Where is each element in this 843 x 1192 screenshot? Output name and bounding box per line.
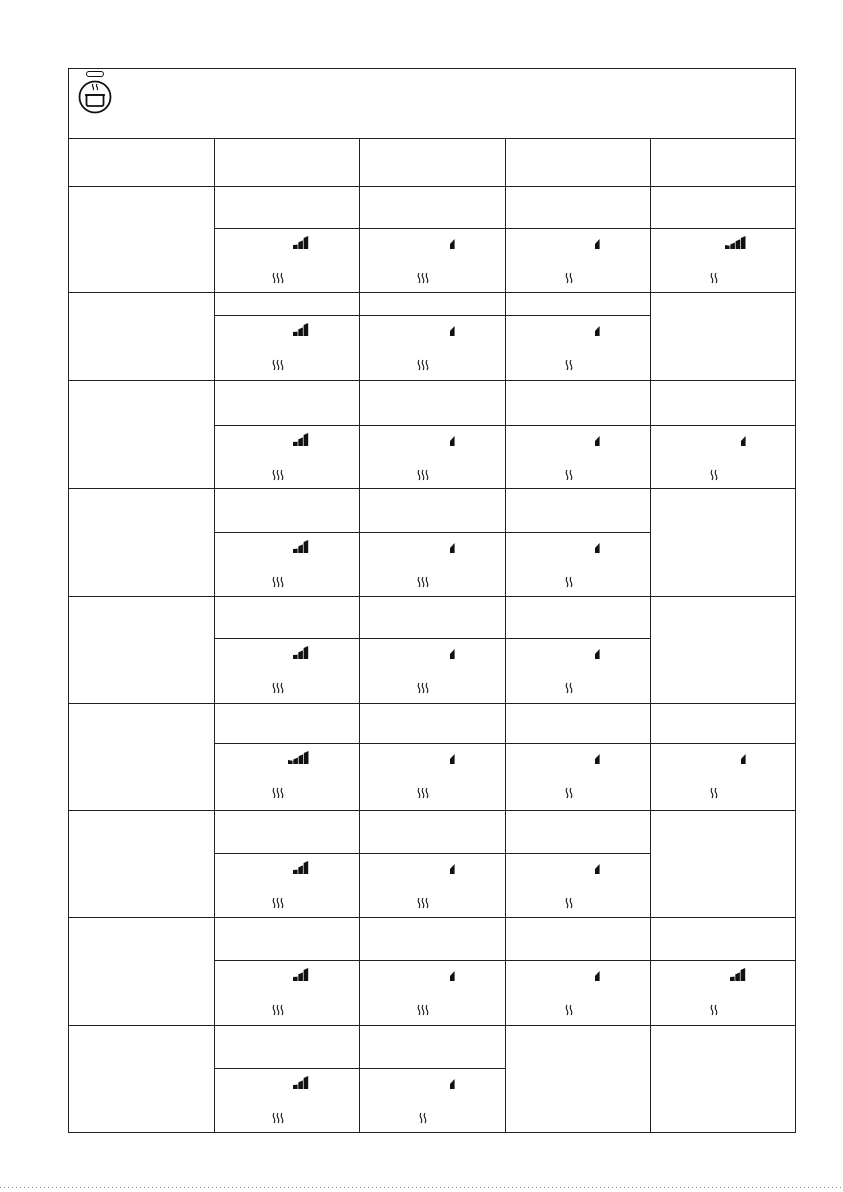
power-level-icon xyxy=(293,236,309,250)
setting-cell xyxy=(214,186,359,292)
power-level-icon xyxy=(595,751,600,765)
power-level-icon xyxy=(293,968,309,982)
power-level-icon xyxy=(595,861,600,875)
cell-divider xyxy=(650,425,796,426)
power-level-icon xyxy=(450,433,455,447)
setting-cell xyxy=(359,186,505,292)
power-level-icon xyxy=(293,323,309,337)
cell-divider xyxy=(359,228,505,229)
cell-divider xyxy=(359,638,505,639)
power-level-icon xyxy=(725,236,746,250)
power-level-icon xyxy=(293,646,309,660)
bottom-edge-dots xyxy=(0,1186,843,1189)
setting-cell xyxy=(359,292,505,380)
cell-divider xyxy=(359,960,505,961)
cell-divider xyxy=(214,853,359,854)
steam-level-icon xyxy=(269,576,285,588)
steam-level-icon xyxy=(560,469,576,481)
setting-cell xyxy=(214,703,359,810)
steam-level-icon xyxy=(414,897,430,909)
cell-divider xyxy=(505,638,650,639)
cell-divider xyxy=(214,1068,359,1069)
setting-cell xyxy=(650,703,796,810)
setting-cell xyxy=(359,917,505,1025)
cell-divider xyxy=(359,743,505,744)
header-divider xyxy=(68,138,796,139)
cell-divider xyxy=(505,960,650,961)
power-level-icon xyxy=(450,540,455,554)
cell-divider xyxy=(359,532,505,533)
power-level-icon xyxy=(450,1076,455,1090)
cell-divider xyxy=(214,425,359,426)
empty-cell xyxy=(650,1025,796,1132)
steam-level-icon xyxy=(705,469,721,481)
steam-level-icon xyxy=(269,682,285,694)
power-level-icon xyxy=(293,540,309,554)
cell-divider xyxy=(505,315,650,316)
cell-divider xyxy=(214,743,359,744)
setting-cell xyxy=(505,186,650,292)
steam-level-icon xyxy=(269,1112,285,1124)
empty-cell xyxy=(505,1025,650,1132)
setting-cell xyxy=(359,488,505,596)
setting-cell xyxy=(214,488,359,596)
cell-divider xyxy=(650,228,796,229)
empty-cell xyxy=(650,810,796,917)
power-level-icon xyxy=(595,236,600,250)
empty-cell xyxy=(650,488,796,596)
power-level-icon xyxy=(595,433,600,447)
empty-cell xyxy=(650,596,796,703)
cell-divider xyxy=(214,960,359,961)
power-level-icon xyxy=(595,646,600,660)
steam-level-icon xyxy=(414,1004,430,1016)
power-level-icon xyxy=(293,433,309,447)
steam-level-icon xyxy=(560,787,576,799)
steam-level-icon xyxy=(269,272,285,284)
setting-cell xyxy=(505,292,650,380)
cell-divider xyxy=(214,315,359,316)
steam-level-icon xyxy=(414,787,430,799)
setting-cell xyxy=(214,596,359,703)
power-level-icon xyxy=(450,236,455,250)
setting-cell xyxy=(214,917,359,1025)
steam-level-icon xyxy=(560,359,576,371)
power-level-icon xyxy=(450,751,455,765)
steam-level-icon xyxy=(414,272,430,284)
steam-level-icon xyxy=(560,1004,576,1016)
steam-level-icon xyxy=(560,682,576,694)
steam-level-icon xyxy=(269,359,285,371)
steam-level-icon xyxy=(705,787,721,799)
power-level-icon xyxy=(741,751,746,765)
setting-cell xyxy=(505,380,650,488)
power-level-icon xyxy=(595,968,600,982)
setting-cell xyxy=(359,596,505,703)
setting-cell xyxy=(505,810,650,917)
power-level-icon xyxy=(741,433,746,447)
steam-level-icon xyxy=(560,576,576,588)
steam-level-icon xyxy=(705,272,721,284)
cell-divider xyxy=(214,638,359,639)
setting-cell xyxy=(359,703,505,810)
setting-cell xyxy=(505,488,650,596)
cell-divider xyxy=(650,743,796,744)
setting-cell xyxy=(359,1025,505,1132)
cell-divider xyxy=(359,315,505,316)
setting-cell xyxy=(214,1025,359,1132)
steam-level-icon xyxy=(414,469,430,481)
cell-divider xyxy=(505,743,650,744)
setting-cell xyxy=(214,292,359,380)
setting-cell xyxy=(650,186,796,292)
cell-divider xyxy=(505,425,650,426)
setting-cell xyxy=(359,380,505,488)
setting-cell xyxy=(505,917,650,1025)
setting-cell xyxy=(650,917,796,1025)
setting-cell xyxy=(214,810,359,917)
setting-cell xyxy=(214,380,359,488)
power-level-icon xyxy=(595,540,600,554)
setting-cell xyxy=(359,810,505,917)
cell-divider xyxy=(505,228,650,229)
setting-cell xyxy=(505,703,650,810)
cell-divider xyxy=(359,853,505,854)
cooking-pot-icon xyxy=(77,70,113,116)
empty-cell xyxy=(650,292,796,380)
cell-divider xyxy=(214,228,359,229)
power-level-icon xyxy=(450,861,455,875)
cell-divider xyxy=(359,425,505,426)
steam-level-icon xyxy=(269,1004,285,1016)
power-level-icon xyxy=(293,861,309,875)
steam-level-icon xyxy=(414,359,430,371)
steam-level-icon xyxy=(269,469,285,481)
cell-divider xyxy=(650,960,796,961)
power-level-icon xyxy=(730,968,746,982)
cell-divider xyxy=(505,532,650,533)
power-level-icon xyxy=(293,1076,309,1090)
steam-level-icon xyxy=(705,1004,721,1016)
cell-divider xyxy=(505,853,650,854)
cell-divider xyxy=(359,1068,505,1069)
power-level-icon xyxy=(288,751,309,765)
steam-level-icon xyxy=(269,787,285,799)
steam-level-icon xyxy=(414,576,430,588)
setting-cell xyxy=(505,596,650,703)
power-level-icon xyxy=(450,968,455,982)
steam-level-icon xyxy=(560,272,576,284)
power-level-icon xyxy=(450,323,455,337)
steam-level-icon xyxy=(269,897,285,909)
power-level-icon xyxy=(450,646,455,660)
cell-divider xyxy=(214,532,359,533)
power-level-icon xyxy=(595,323,600,337)
steam-level-icon xyxy=(414,1112,430,1124)
setting-cell xyxy=(650,380,796,488)
steam-level-icon xyxy=(560,897,576,909)
steam-level-icon xyxy=(414,682,430,694)
